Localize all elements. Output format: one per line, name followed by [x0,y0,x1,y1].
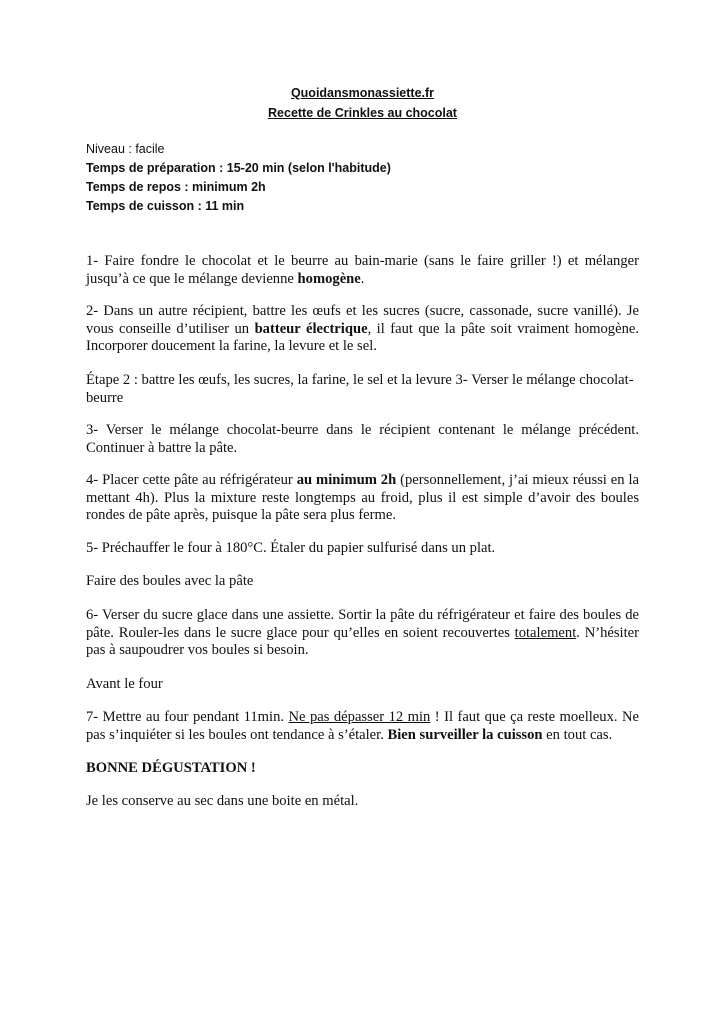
step-2-text: 2- Dans un autre récipient, battre les œufs et les sucres (sucre, cassonade, sucre vanillé). Je vous conseille d’utiliser un [86,303,639,337]
rest-time-line: Temps de repos : minimum 2h [86,180,266,194]
prep-time-line: Temps de préparation : 15-20 min (selon l'habitude) [86,161,391,175]
step-1 [86,253,639,288]
step-2-bold: batteur électrique [254,320,368,337]
level-line: Niveau : facile [86,142,165,156]
cook-time-line: Temps de cuisson : 11 min [86,199,245,213]
step-7-underline: Ne pas dépasser 12 min [288,709,431,725]
step-7 [86,709,639,744]
step-7-text: 7- Mettre au four pendant 11min. [86,709,289,725]
step-5: 5- Préchauffer le four à 180°C. Étaler du papier sulfurisé dans un plat. [86,540,496,556]
bonne-degustation: BONNE DÉGUSTATION ! [86,760,256,776]
etape-2: Étape 2 : battre les œufs, les sucres, la farine, le sel et la levure 3- Verser le mélange chocolat-beurre [86,372,634,406]
step-6-text: 6- Verser du sucre glace dans une assiette. Sortir la pâte du réfrigérateur et faire des boules de pâte. Rouler-les dans le sucre glace pour qu’elles en soient recouvertes [86,607,639,641]
step-2 [86,303,639,356]
boules-heading: Faire des boules avec la pâte [86,573,254,589]
step-4 [86,472,639,525]
step-1-bold: homogène [297,270,361,287]
step-6-end: . N’hésiter pas à saupoudrer vos boules si besoin. [86,624,639,659]
step-4-text: 4- Placer cette pâte au réfrigérateur [86,472,297,488]
avant-four-heading: Avant le four [86,676,163,692]
step-3: 3- Verser le mélange chocolat-beurre dans le récipient contenant le mélange précédent. Continuer à battre la pâte. [86,422,639,456]
step-7-mid: ! Il faut que ça reste moelleux. Ne pas s’inquiéter si les boules ont tendance à s’étaler. [86,709,639,743]
step-1-text: 1- Faire fondre le chocolat et le beurre au bain-marie (sans le faire griller !) et mélanger jusqu’à ce que le mélange devienne [86,253,639,287]
step-4-end: (personnellement, j’ai mieux réussi en la mettant 4h). Plus la mixture reste longtemps au froid, plus il est simple d’avoir des boules rondes de pâte après, puisque la pâte sera plus ferme. [86,472,640,524]
recipe-title: Recette de Crinkles au chocolat [268,106,457,120]
step-7-bold: Bien surveiller la cuisson [387,726,543,743]
step-7-end: en tout cas. [542,726,613,743]
step-2-end: , il faut que la pâte soit vraiment homogène. Incorporer doucement la farine, la levure et le sel. [86,320,639,355]
conservation-note: Je les conserve au sec dans une boite en métal. [86,793,359,809]
step-6-underline: totalement [514,624,577,641]
step-4-bold: au minimum 2h [296,472,397,488]
recipe-meta [86,140,391,216]
site-name: Quoidansmonassiette.fr [290,86,435,100]
step-6 [86,607,639,660]
step-1-end: . [360,270,365,287]
